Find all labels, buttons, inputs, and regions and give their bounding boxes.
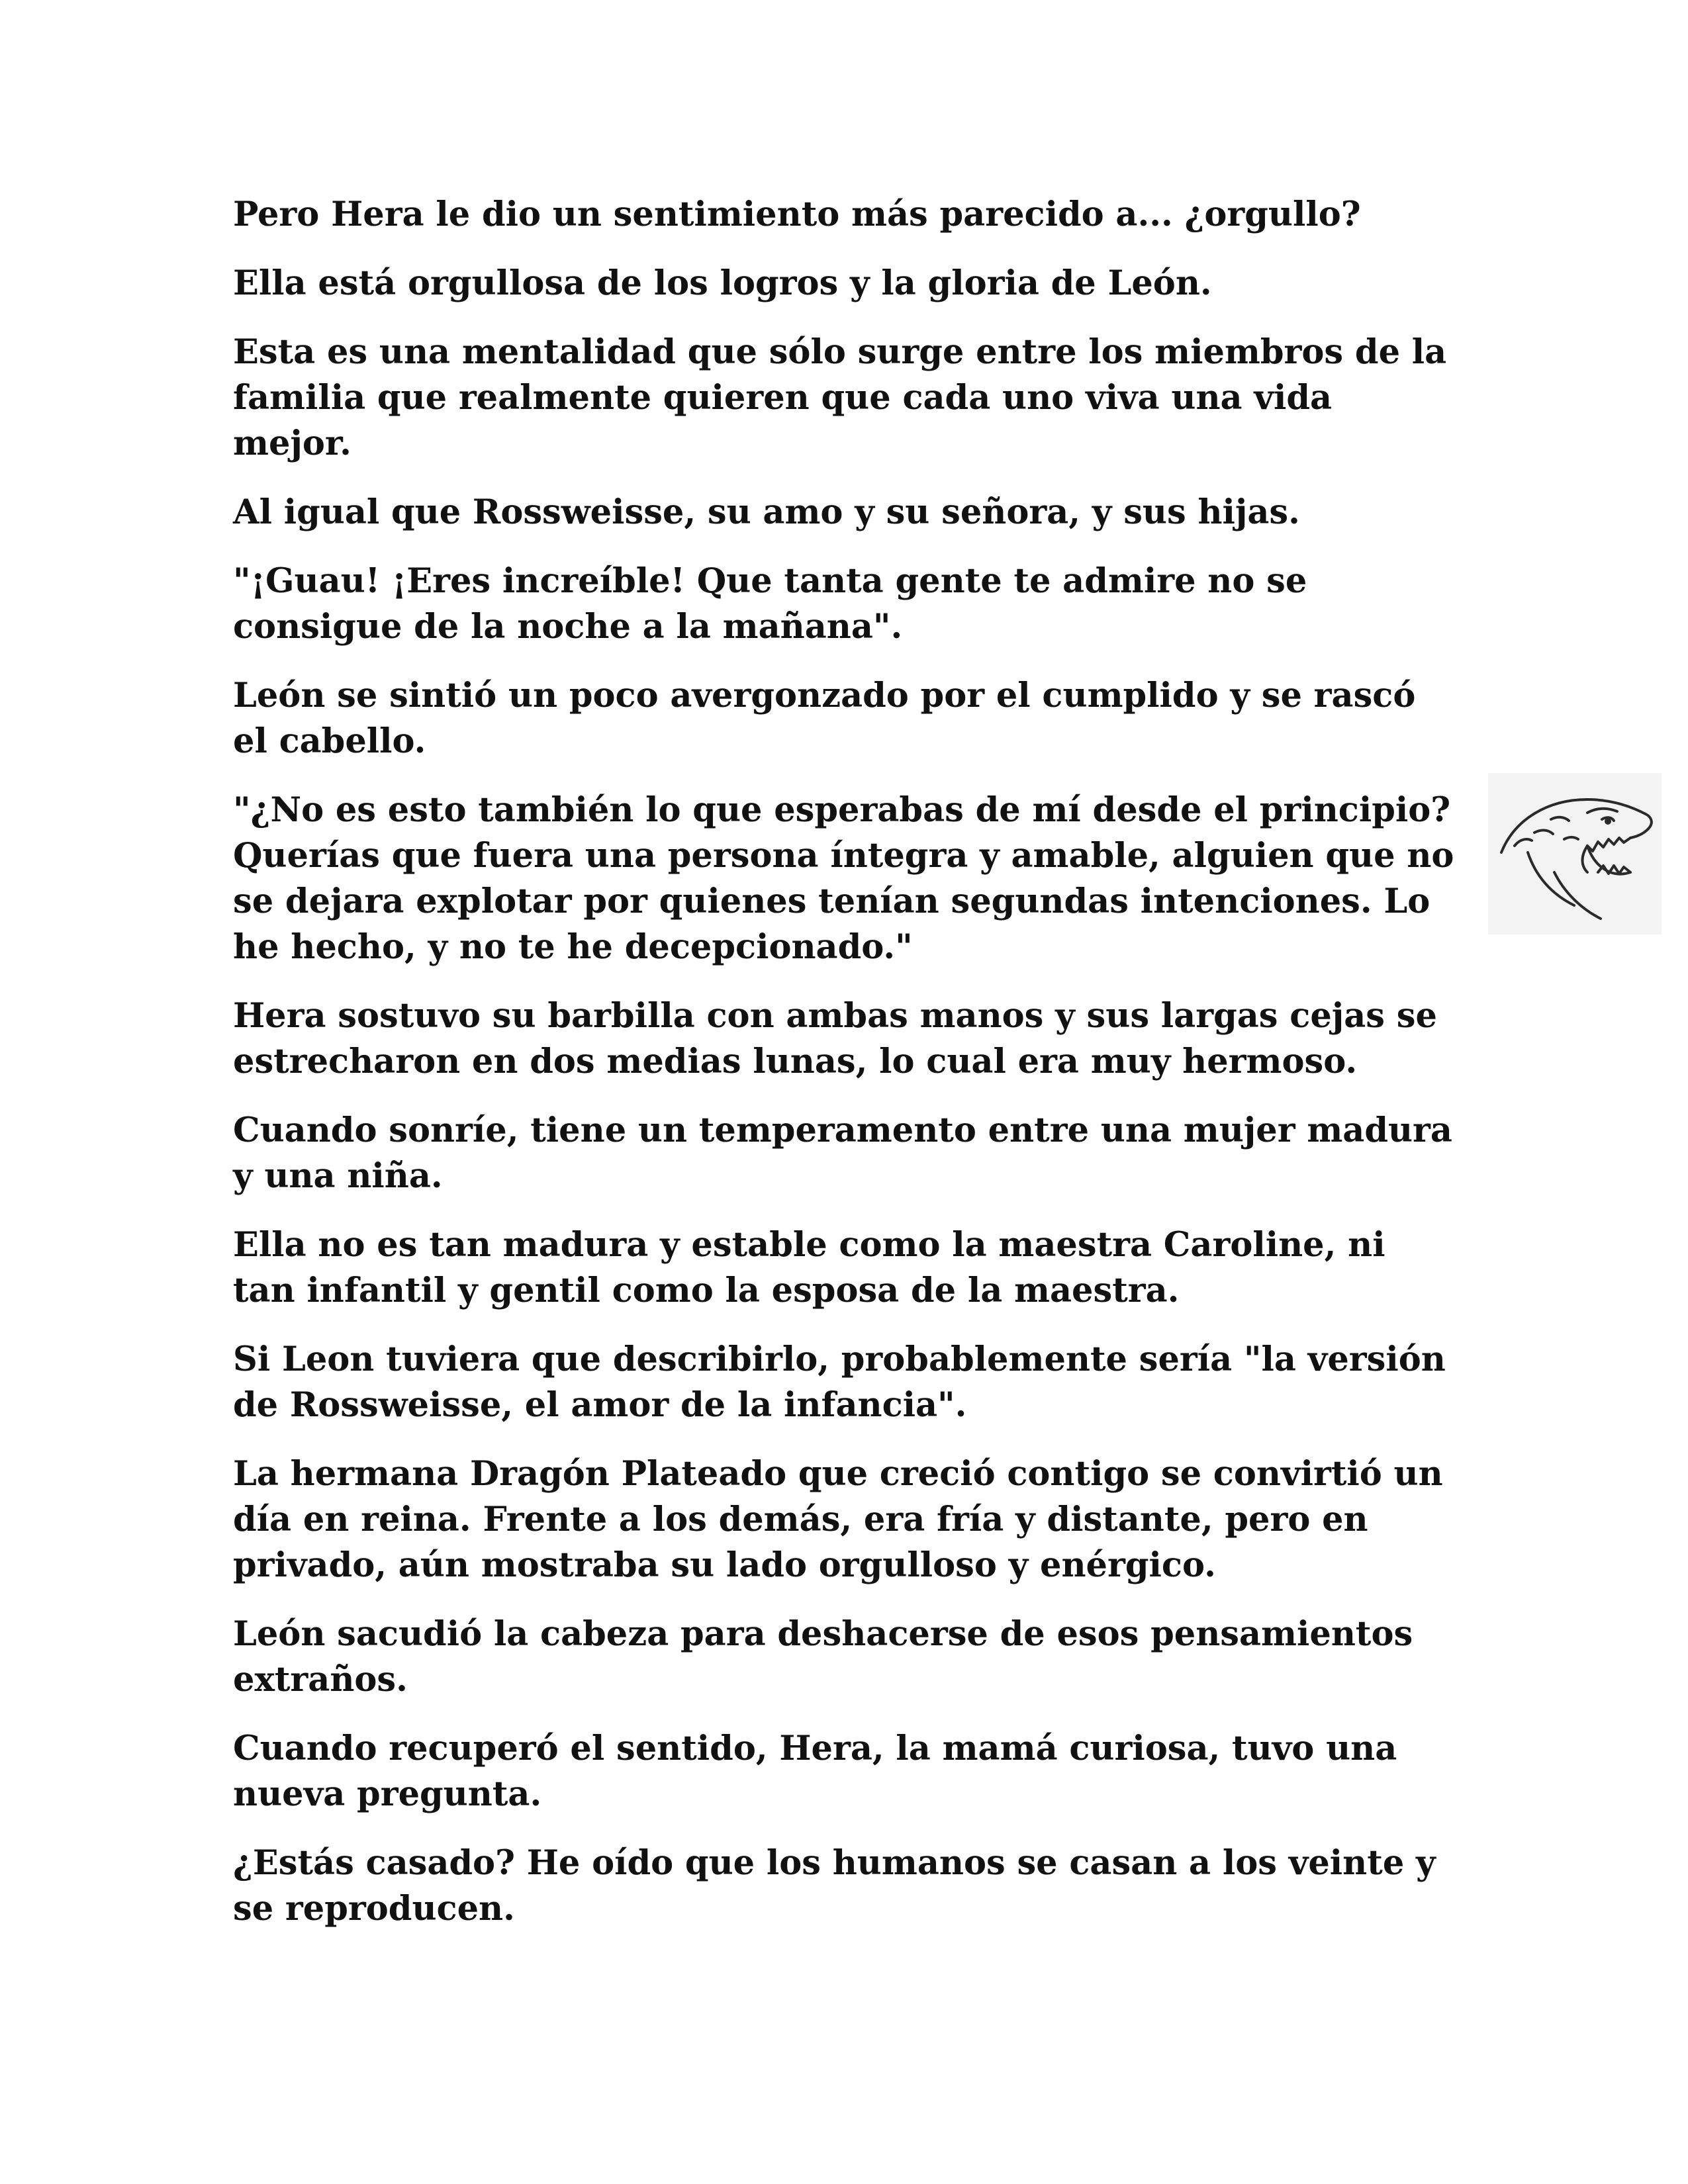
paragraph: "¿No es esto también lo que esperabas de mí desde el principio? Querías que fuera una persona íntegra y amable, alguien que no se dejara explotar por quienes tenían segundas intenciones. Lo he hecho, y no te he decepcionado."	[233, 790, 1454, 967]
document-body	[233, 192, 1458, 1955]
dinosaur-head-sketch-icon	[1488, 773, 1662, 934]
paragraph: León sacudió la cabeza para deshacerse de esos pensamientos extraños.	[233, 1614, 1413, 1700]
paragraph: Cuando recuperó el sentido, Hera, la mamá curiosa, tuvo una nueva pregunta.	[233, 1729, 1397, 1814]
paragraph: Pero Hera le dio un sentimiento más parecido a... ¿orgullo?	[233, 195, 1361, 234]
paragraph: León se sintió un poco avergonzado por el cumplido y se rascó el cabello.	[233, 676, 1416, 761]
paragraph: Ella está orgullosa de los logros y la gloria de León.	[233, 263, 1212, 303]
paragraph: Hera sostuvo su barbilla con ambas manos y sus largas cejas se estrecharon en dos medias lunas, lo cual era muy hermoso.	[233, 996, 1437, 1081]
paragraph: Al igual que Rossweisse, su amo y su señora, y sus hijas.	[233, 492, 1300, 532]
paragraph: "¡Guau! ¡Eres increíble! Que tanta gente te admire no se consigue de la noche a la mañana".	[233, 561, 1307, 647]
paragraph: Esta es una mentalidad que sólo surge entre los miembros de la familia que realmente quieren que cada uno viva una vida mejor.	[233, 332, 1447, 463]
paragraph: Si Leon tuviera que describirlo, probablemente sería "la versión de Rossweisse, el amor de la infancia".	[233, 1340, 1446, 1425]
paragraph: Ella no es tan madura y estable como la maestra Caroline, ni tan infantil y gentil como la esposa de la maestra.	[233, 1225, 1385, 1310]
paragraph: La hermana Dragón Plateado que creció contigo se convirtió un día en reina. Frente a los demás, era fría y distante, pero en privado, aún mostraba su lado orgulloso y enérgico.	[233, 1454, 1443, 1585]
paragraph: Cuando sonríe, tiene un temperamento entre una mujer madura y una niña.	[233, 1111, 1452, 1196]
paragraph: ¿Estás casado? He oído que los humanos se casan a los veinte y se reproducen.	[233, 1843, 1436, 1929]
